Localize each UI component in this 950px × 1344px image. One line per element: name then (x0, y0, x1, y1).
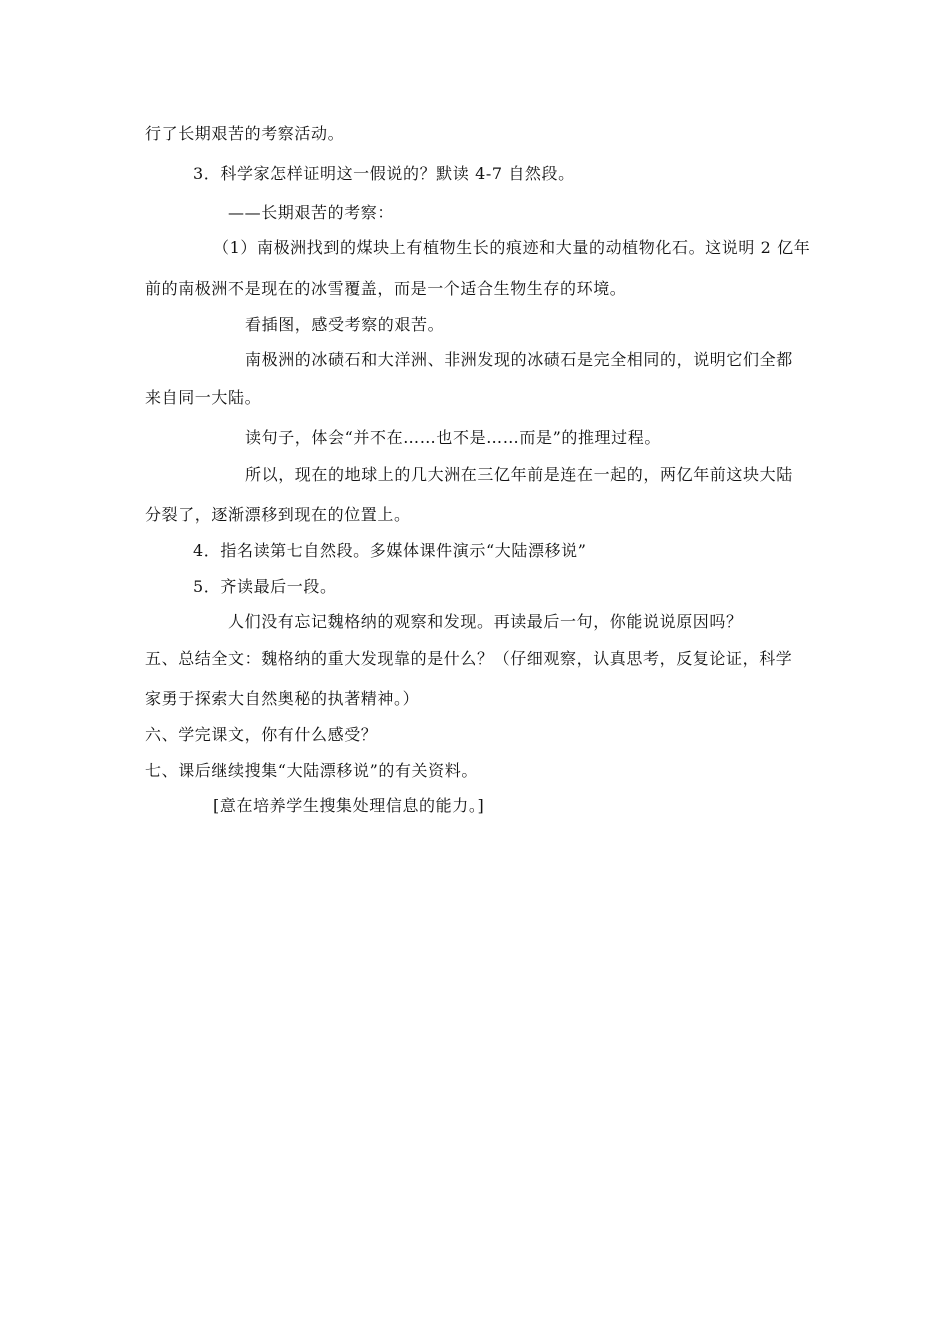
text-line: 六、学完课文，你有什么感受？ (145, 725, 378, 744)
text-line: 南极洲的冰碛石和大洋洲、非洲发现的冰碛石是完全相同的，说明它们全都 (245, 350, 793, 369)
text-line: （1）南极洲找到的煤块上有植物生长的痕迹和大量的动植物化石。这说明 2 亿年 (213, 238, 811, 257)
text-line: 5．齐读最后一段。 (193, 577, 337, 596)
text-line: 人们没有忘记魏格纳的观察和发现。再读最后一句，你能说说原因吗？ (228, 612, 743, 631)
text-line: 前的南极洲不是现在的冰雪覆盖，而是一个适合生物生存的环境。 (145, 279, 627, 298)
text-line: 家勇于探索大自然奥秘的执著精神。） (145, 689, 420, 708)
text-line: 3．科学家怎样证明这一假说的？默读 4-7 自然段。 (193, 164, 575, 183)
text-line: 读句子，体会“并不在……也不是……而是”的推理过程。 (245, 428, 661, 447)
text-line: 看插图，感受考察的艰苦。 (245, 315, 445, 334)
text-line: [意在培养学生搜集处理信息的能力。] (213, 796, 485, 815)
text-line: 来自同一大陆。 (145, 388, 262, 407)
text-line: 分裂了，逐渐漂移到现在的位置上。 (145, 505, 411, 524)
text-line: 五、总结全文：魏格纳的重大发现靠的是什么？（仔细观察，认真思考，反复论证，科学 (145, 649, 793, 668)
text-line: 行了长期艰苦的考察活动。 (145, 124, 345, 143)
text-line: 4．指名读第七自然段。多媒体课件演示“大陆漂移说” (193, 541, 587, 560)
text-line: 七、课后继续搜集“大陆漂移说”的有关资料。 (145, 761, 478, 780)
text-line: 所以，现在的地球上的几大洲在三亿年前是连在一起的，两亿年前这块大陆 (245, 465, 793, 484)
text-line: ——长期艰苦的考察： (228, 203, 395, 222)
